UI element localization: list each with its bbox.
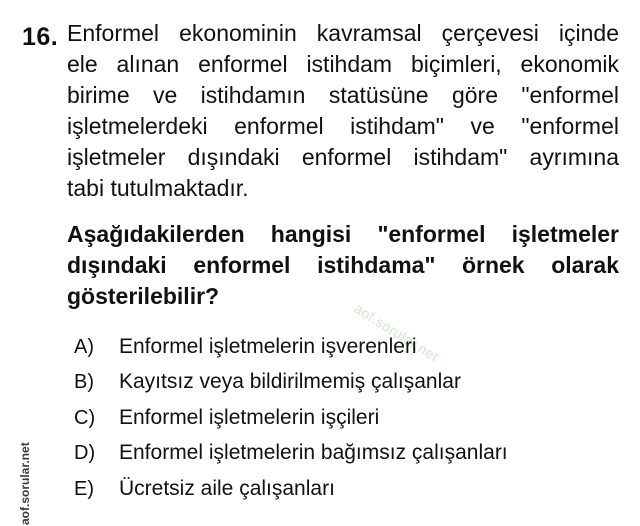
question-stem	[67, 18, 619, 204]
option-letter: C)	[74, 407, 96, 429]
option-letter: E)	[74, 478, 94, 500]
question-stem-line: ele alınan enformel istihdam biçimleri, ekonomik	[67, 51, 619, 77]
option-text: Kayıtsız veya bildirilmemiş çalışanlar	[119, 370, 461, 393]
option-text: Enformel işletmelerin işverenleri	[119, 335, 417, 358]
question-prompt-line: Aşağıdakilerden hangisi "enformel işletmeler	[67, 221, 619, 247]
question-stem-line: işletmelerdeki enformel istihdam" ve "enformel	[67, 113, 619, 139]
option-letter: B)	[74, 371, 94, 393]
option-letter: A)	[74, 336, 94, 358]
option-text: Enformel işletmelerin işçileri	[119, 406, 380, 429]
question-number: 16.	[22, 23, 59, 51]
option-c[interactable]	[0, 401, 640, 435]
option-a[interactable]	[0, 330, 640, 364]
option-e[interactable]	[0, 472, 640, 506]
option-b[interactable]	[0, 365, 640, 399]
option-text: Ücretsiz aile çalışanları	[119, 477, 335, 500]
question-stem-line: tabi tutulmaktadır.	[67, 175, 249, 201]
option-text: Enformel işletmelerin bağımsız çalışanları	[119, 441, 508, 464]
question-stem-line: birime ve istihdamın statüsüne göre "enformel	[67, 82, 619, 108]
watermark-side: aof.sorular.net	[18, 442, 32, 525]
question-stem-line: işletmeler dışındaki enformel istihdam" ayrımına	[67, 144, 619, 170]
question-prompt-line: dışındaki enformel istihdama" örnek olarak	[67, 252, 619, 278]
question-stem-line: Enformel ekonominin kavramsal çerçevesi içinde	[67, 20, 619, 46]
option-letter: D)	[74, 442, 96, 464]
question-prompt	[67, 219, 619, 312]
question-prompt-line: gösterilebilir?	[67, 283, 220, 309]
watermark-diagonal: aof.sorular.net	[351, 300, 442, 365]
option-d[interactable]	[0, 436, 640, 470]
